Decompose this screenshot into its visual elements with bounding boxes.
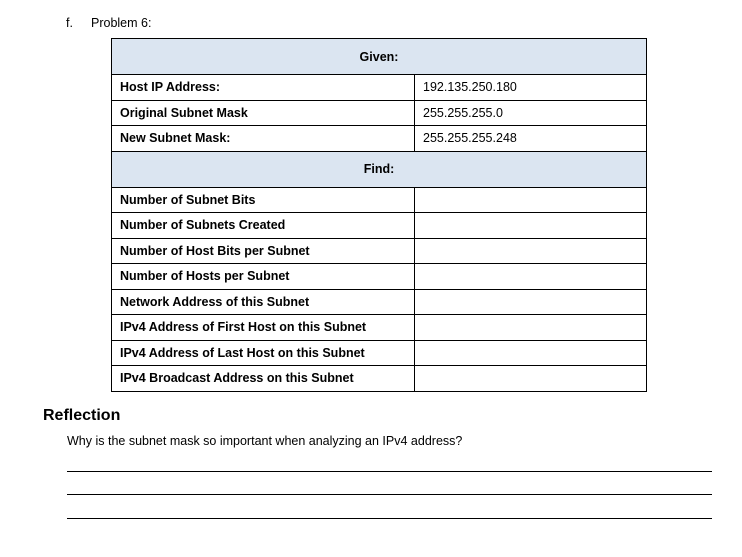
problem-title: Problem 6: xyxy=(91,16,152,30)
answer-line[interactable] xyxy=(67,518,712,519)
find-label-first-host: IPv4 Address of First Host on this Subnet xyxy=(112,315,415,341)
table-row xyxy=(112,213,647,239)
find-label-network-address: Network Address of this Subnet xyxy=(112,289,415,315)
find-label-last-host: IPv4 Address of Last Host on this Subnet xyxy=(112,340,415,366)
subnet-problem-table xyxy=(111,38,647,392)
given-header-row xyxy=(112,39,647,75)
table-row xyxy=(112,126,647,152)
table-row xyxy=(112,264,647,290)
find-label-hosts-per-subnet: Number of Hosts per Subnet xyxy=(112,264,415,290)
reflection-heading: Reflection xyxy=(43,407,121,424)
find-label-subnet-bits: Number of Subnet Bits xyxy=(112,187,415,213)
table-row xyxy=(112,340,647,366)
table-row xyxy=(112,289,647,315)
table-row xyxy=(112,187,647,213)
find-heading: Find: xyxy=(112,151,647,187)
find-label-broadcast-address: IPv4 Broadcast Address on this Subnet xyxy=(112,366,415,392)
table-row xyxy=(112,75,647,101)
find-answer-hosts-per-subnet[interactable] xyxy=(415,264,647,290)
problem-list-marker: f. xyxy=(66,16,73,30)
find-answer-broadcast-address[interactable] xyxy=(415,366,647,392)
find-header-row xyxy=(112,151,647,187)
problem-heading xyxy=(66,16,151,30)
find-answer-last-host[interactable] xyxy=(415,340,647,366)
table-row xyxy=(112,238,647,264)
find-answer-first-host[interactable] xyxy=(415,315,647,341)
given-label-host-ip: Host IP Address: xyxy=(112,75,415,101)
find-answer-host-bits[interactable] xyxy=(415,238,647,264)
answer-line[interactable] xyxy=(67,494,712,495)
table-row xyxy=(112,315,647,341)
given-label-original-mask: Original Subnet Mask xyxy=(112,100,415,126)
find-label-host-bits: Number of Host Bits per Subnet xyxy=(112,238,415,264)
find-answer-subnet-bits[interactable] xyxy=(415,187,647,213)
find-answer-subnets-created[interactable] xyxy=(415,213,647,239)
find-label-subnets-created: Number of Subnets Created xyxy=(112,213,415,239)
given-value-original-mask[interactable]: 255.255.255.0 xyxy=(415,100,647,126)
given-heading: Given: xyxy=(112,39,647,75)
given-value-host-ip[interactable]: 192.135.250.180 xyxy=(415,75,647,101)
table-row xyxy=(112,366,647,392)
given-value-new-mask[interactable]: 255.255.255.248 xyxy=(415,126,647,152)
given-label-new-mask: New Subnet Mask: xyxy=(112,126,415,152)
answer-line[interactable] xyxy=(67,471,712,472)
reflection-question: Why is the subnet mask so important when analyzing an IPv4 address? xyxy=(67,434,463,448)
table-row xyxy=(112,100,647,126)
find-answer-network-address[interactable] xyxy=(415,289,647,315)
